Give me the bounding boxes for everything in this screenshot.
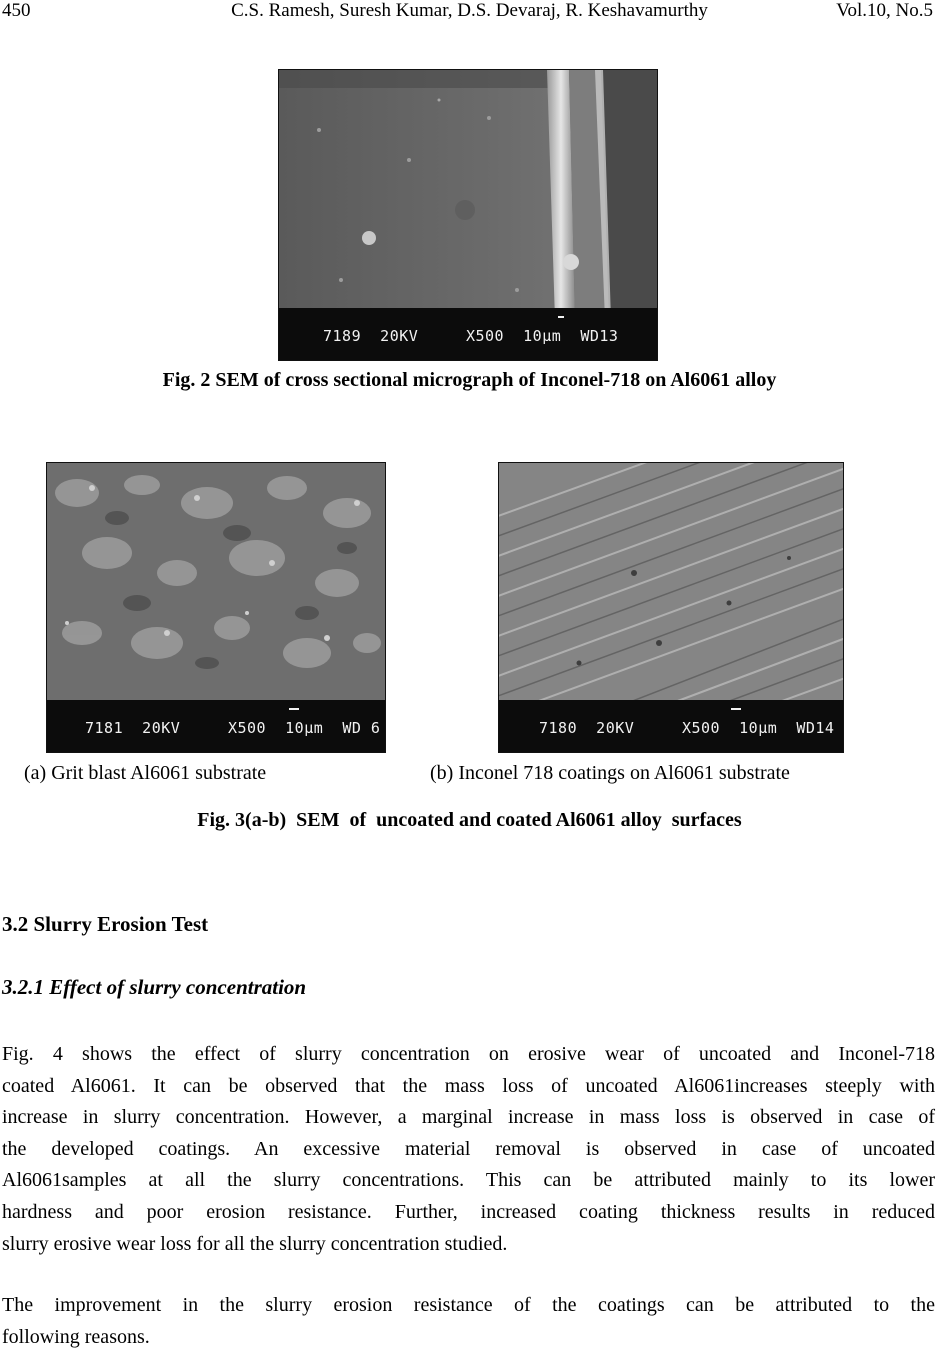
- section-heading: 3.2 Slurry Erosion Test: [2, 912, 209, 936]
- sem-info-text: 7180 20KV X500 10µm WD14: [539, 719, 835, 737]
- running-head-authors: C.S. Ramesh, Suresh Kumar, D.S. Devaraj, R. Keshavamurthy: [231, 0, 708, 21]
- paragraph-line: slurry erosive wear loss for all the slurry concentration studied.: [2, 1232, 508, 1255]
- paragraph-line: The improvement in the slurry erosion resistance of the coatings can be attributed to the: [2, 1294, 935, 1316]
- sem-info-text: 7189 20KV X500 10µm WD13: [323, 327, 619, 345]
- scale-bar: [558, 316, 564, 318]
- figure-3b-sem-image: [498, 462, 844, 753]
- paragraph-line: coated Al6061. It can be observed that the mass loss of uncoated Al6061increases steeply with: [2, 1074, 935, 1097]
- scale-bar: [731, 708, 741, 710]
- running-head: [0, 0, 939, 24]
- paragraph-2: [2, 1290, 935, 1353]
- paragraph-line: following reasons.: [2, 1325, 150, 1348]
- sem-info-text: 7181 20KV X500 10µm WD 6: [85, 719, 381, 737]
- paragraph-line: hardness and poor erosion resistance. Further, increased coating thickness results in reduced: [2, 1200, 935, 1223]
- figure-3-caption: Fig. 3(a-b) SEM of uncoated and coated Al6061 alloy surfaces: [197, 809, 742, 831]
- subsection-heading: 3.2.1 Effect of slurry concentration: [2, 975, 307, 999]
- running-head-volume: Vol.10, No.5: [836, 0, 933, 21]
- figure-3a-caption: (a) Grit blast Al6061 substrate: [24, 762, 267, 784]
- paragraph-line: the developed coatings. An excessive material removal is observed in case of uncoated: [2, 1137, 935, 1160]
- paragraph-1: [2, 1039, 935, 1260]
- paragraph-line: Al6061samples at all the slurry concentrations. This can be attributed mainly to its lower: [2, 1169, 935, 1192]
- figure-2-sem-image: [278, 69, 658, 361]
- figure-3a-sem-image: [46, 462, 386, 753]
- paragraph-line: increase in slurry concentration. However, a marginal increase in mass loss is observed in case of: [2, 1106, 935, 1129]
- page-number: 450: [2, 0, 31, 21]
- figure-2-caption: Fig. 2 SEM of cross sectional micrograph of Inconel-718 on Al6061 alloy: [162, 369, 777, 391]
- paragraph-line: Fig. 4 shows the effect of slurry concentration on erosive wear of uncoated and Inconel-718: [2, 1043, 935, 1065]
- scale-bar: [289, 708, 299, 710]
- figure-3b-caption: (b) Inconel 718 coatings on Al6061 substrate: [430, 762, 790, 784]
